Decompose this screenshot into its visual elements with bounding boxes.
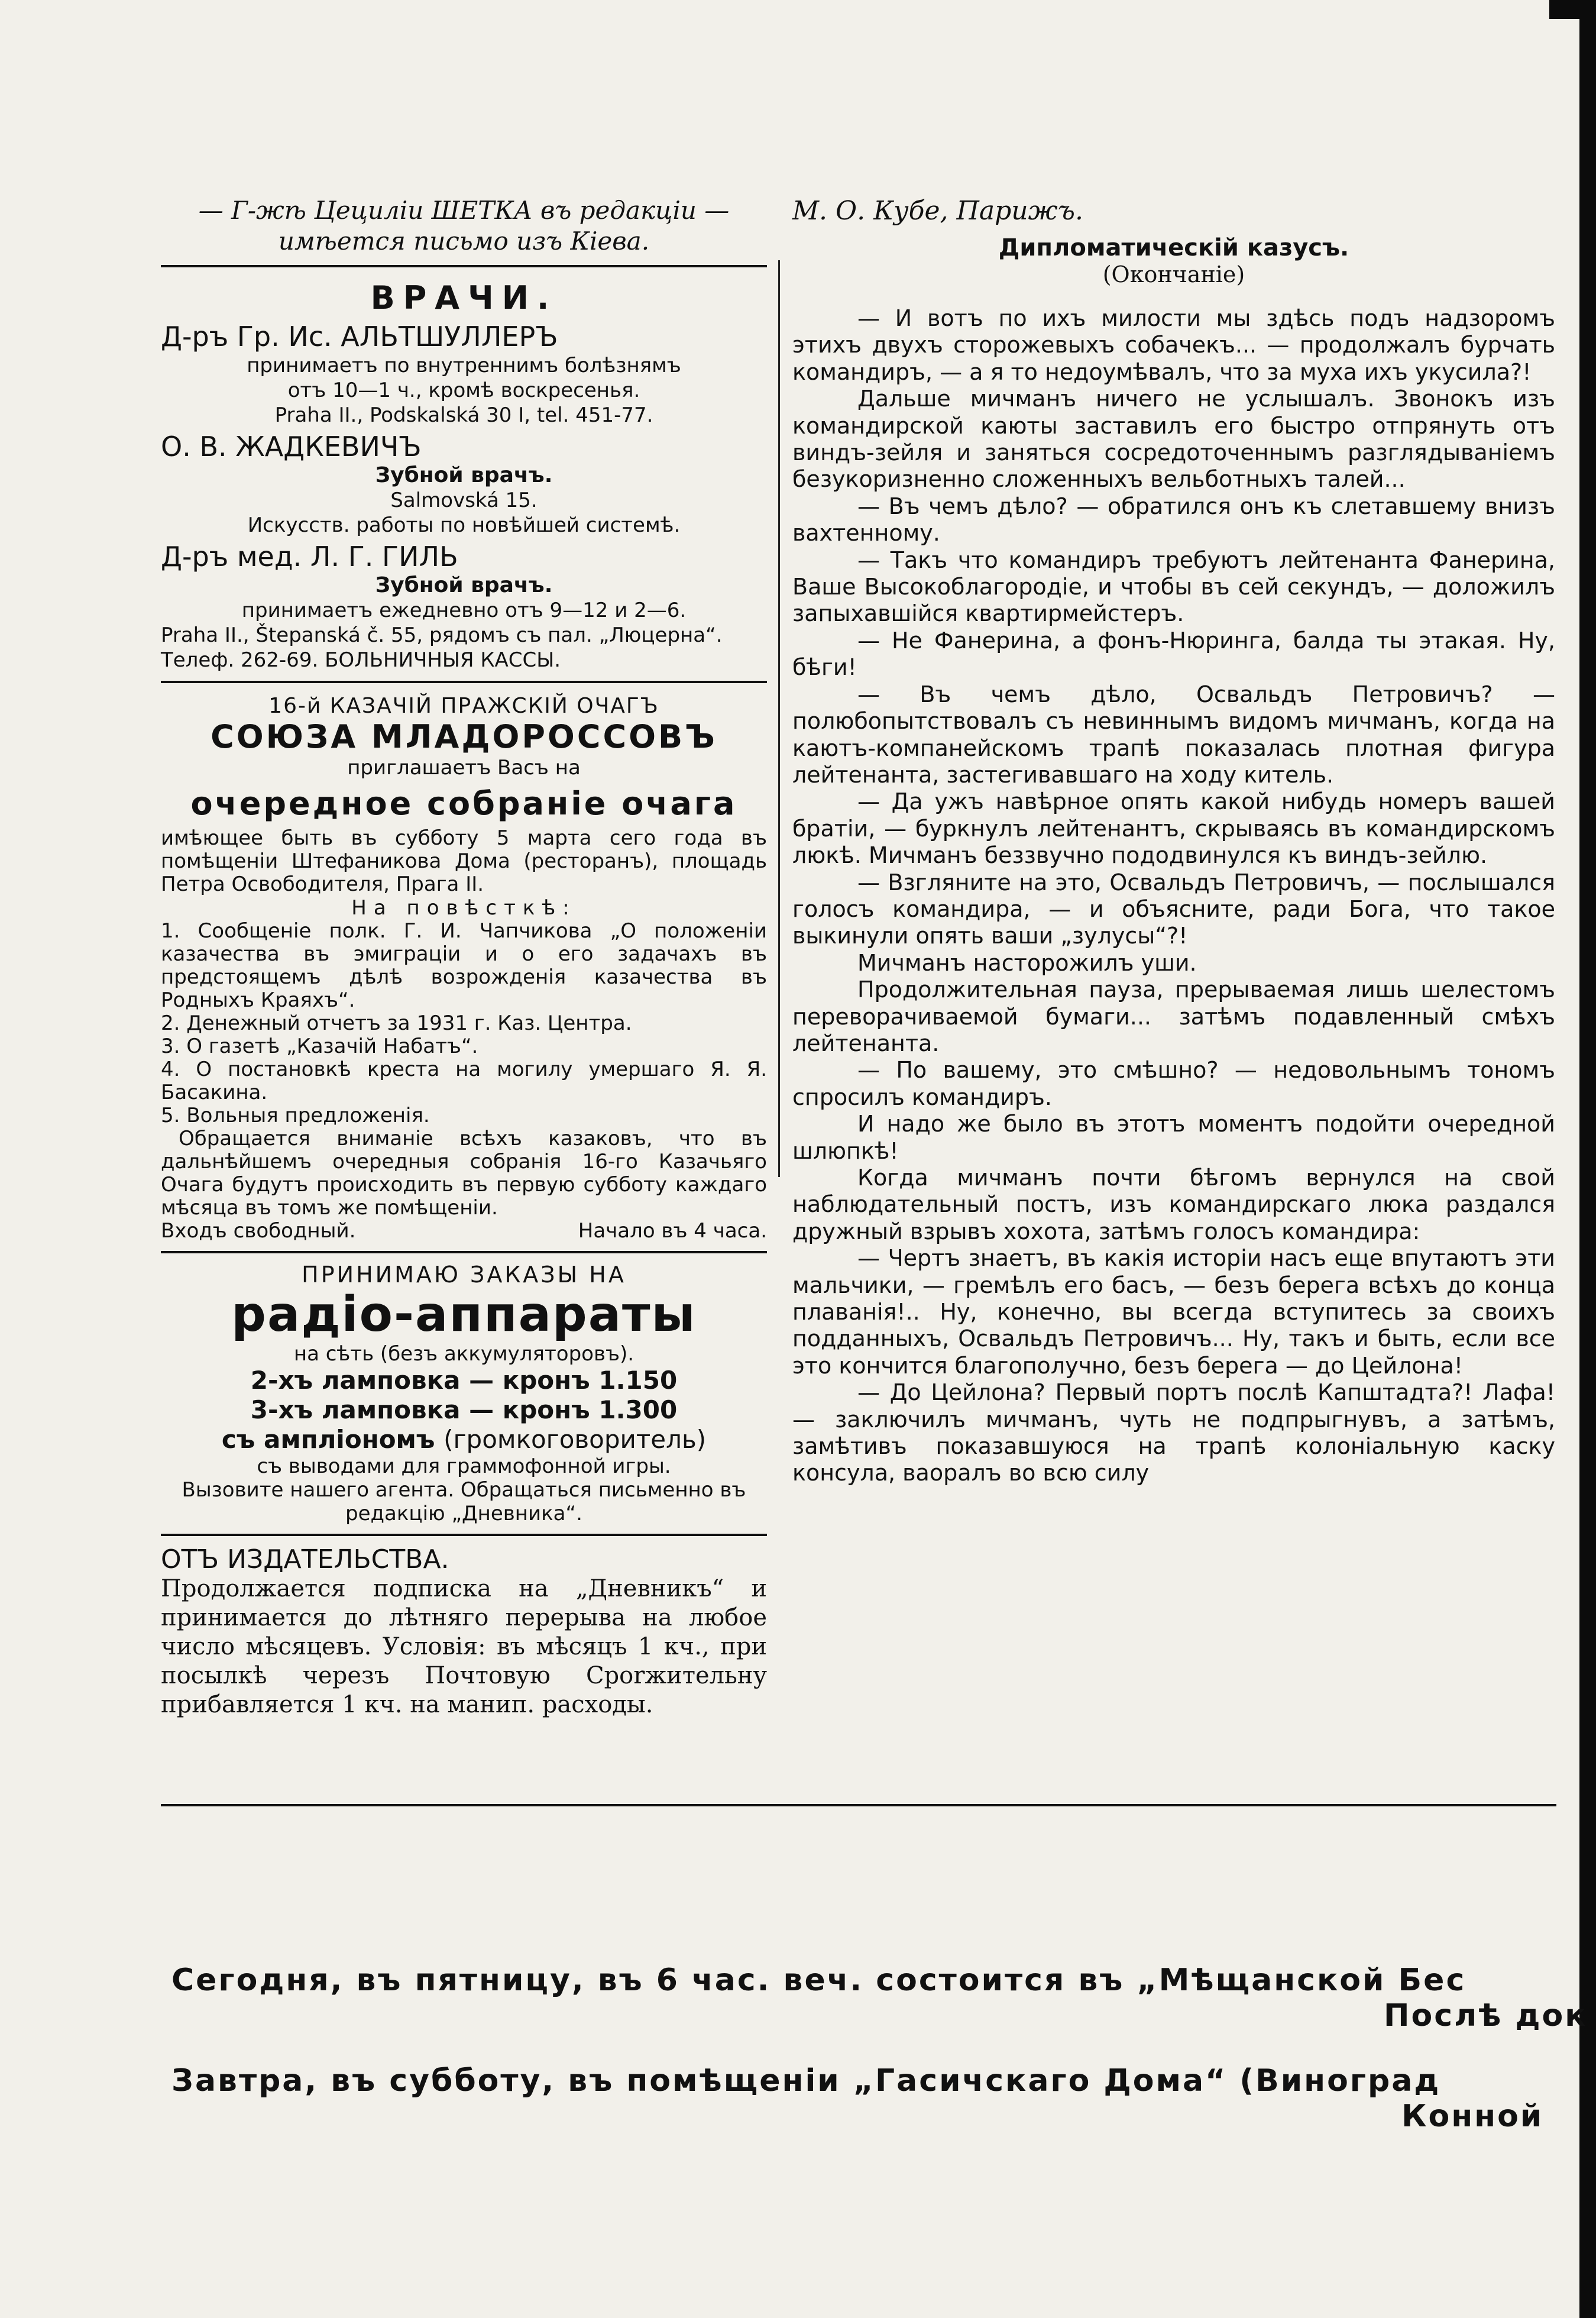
paragraph: Дальше мичманъ ничего не услышалъ. Звонокъ изъ командирской каюты заставилъ его быстро отпрянуть отъ виндъ-зейля и заняться сосредоточеннымъ разглядываніемъ безукоризненно сложенныхъ вельботныхъ талей...	[792, 386, 1555, 493]
doctor-ad: Д-ръ мед. Л. Г. ГИЛЬ Зубной врачъ. принимаетъ ежедневно отъ 9—12 и 2—6. Praha II., Štepanská č. 55, рядомъ съ пал. „Люцерна“. Телеф. 262-69. БОЛЬНИЧНЫЯ КАССЫ.	[161, 540, 767, 673]
paragraph: — По вашему, это смѣшно? — недовольнымъ тономъ спросилъ командиръ.	[792, 1057, 1555, 1110]
paragraph: — Не Фанерина, а фонъ-Нюринга, балда ты этакая. Ну, бѣги!	[792, 627, 1555, 681]
paragraph: Продолжительная пауза, прерываемая лишь шелестомъ переворачиваемой бумаги... затѣмъ подавленный смѣхъ лейтенанта.	[792, 977, 1555, 1056]
doctor-name: Д-ръ Гр. Ис. АЛЬТШУЛЛЕРЪ	[161, 321, 558, 353]
announcement-tomorrow: Завтра, въ субботу, въ помѣщеніи „Гасичскаго Дома“ (Виноград	[171, 2063, 1441, 2099]
paragraph: Когда мичманъ почти бѣгомъ вернулся на свой наблюдательный постъ, изъ командирскаго люка раздался дружный взрывъ хохота, затѣмъ голосъ командира:	[792, 1165, 1555, 1244]
radio-advert: ПРИНИМАЮ ЗАКАЗЫ НА радіо-аппараты на сѣть (безъ аккумуляторовъ). 2-хъ ламповка — кронъ 1.150 3-хъ ламповка — кронъ 1.300 съ амплiономъ (громкоговоритель) съ выводами для граммофонной игры. Вызовите нашего агента. Обращаться письменно въ редакцію „Дневника“.	[182, 1262, 746, 1525]
paragraph: — Въ чемъ дѣло, Освальдъ Петровичъ? — полюбопытствовалъ съ невиннымъ видомъ мичманъ, когда на каютъ-компанейскомъ трапѣ показалась плотная фигура лейтенанта, застегивавшаго на ходу китель.	[792, 681, 1555, 788]
agenda-item: 3. О газетѣ „Казачій Набатъ“.	[161, 1034, 478, 1058]
article-subtitle: (Окончаніе)	[1102, 261, 1245, 287]
doctor-ad: О. В. ЖАДКЕВИЧЪ Зубной врачъ. Salmovská 15. Искусств. работы по новѣйшей системѣ.	[161, 430, 767, 538]
column-divider	[778, 260, 780, 1177]
paragraph: — Взгляните на это, Освальдъ Петровичъ, — послышался голосъ командира, — и объясните, ради Бога, что такое выкинули опять ваши „зулусы“?!	[792, 869, 1555, 949]
article-author: М. О. Кубе, Парижъ.	[792, 196, 1083, 226]
announcement-tomorrow-cont: Конной	[1401, 2099, 1544, 2134]
article-title: Дипломатическій казусъ.	[998, 234, 1349, 261]
paragraph: — Чертъ знаетъ, въ какія исторiи насъ еще впутаютъ эти мальчики, — гремѣлъ его басъ, — безъ берега всѣхъ до конца плаванія!.. Ну, конечно, вы всегда вступитесь за своихъ подданныхъ, Освальдъ Петровичъ... Ну, такъ и быть, если все это кончится благополучно, безъ берега — до Цейлона!	[792, 1245, 1555, 1379]
publisher-notice: ОТЪ ИЗДАТЕЛЬСТВА. Продолжается подписка на „Дневникъ“ и принимается до лѣтняго перерыва на любое число мѣсяцевъ. Условія: въ мѣсяцъ 1 кч., при посылкѣ черезъ Почтовую Сporжительну прибавляется 1 кч. на манип. расходы.	[161, 1544, 767, 1718]
cossack-announcement: 16-й КАЗАЧІЙ ПРАЖСКІЙ ОЧАГЪ СОЮЗА МЛАДОРОССОВЪ приглашаетъ Васъ на очередное собраніе очага имѣющее быть въ субботу 5 марта сего года въ помѣщеніи Штефаникова Дома (ресторанъ), площадь Петра Освободителя, Прага II. На повѣсткѣ: 1. Сообщеніе полк. Г. И. Чапчикова „О положеніи казачества въ эмиграціи и о его задачахъ въ предстоящемъ дѣлѣ возрожденія казачества въ Родныхъ Краяхъ“. 2. Денежный отчетъ за 1931 г. Каз. Центра. 3. О газетѣ „Казачій Набатъ“. 4. О постановкѣ креста на могилу умершаго Я. Я. Басакина. 5. Вольныя предложенія. Обращается вниманіе всѣхъ казаковъ, что въ дальнѣйшемъ очередныя собранія 16-го Казачьяго Очага будутъ происходить въ первую субботу каждаго мѣсяца въ томъ же помѣщеніи. Входъ свободный. Начало въ 4 часа.	[161, 694, 767, 1243]
letter-notice: — Г-жѣ Цециліи ШЕТКА въ редакціи — имѣется письмо изъ Кіева.	[198, 196, 730, 256]
doctor-ad: Д-ръ Гр. Ис. АЛЬТШУЛЛЕРЪ принимаетъ по внутреннимъ болѣзнямъ отъ 10—1 ч., кромѣ воскресенья. Praha II., Podskalská 30 I, tel. 451-77.	[161, 320, 767, 428]
announcement-today: Сегодня, въ пятницу, въ 6 час. веч. состоится въ „Мѣщанской Бес	[171, 1963, 1466, 1998]
paragraph: — Такъ что командиръ требуютъ лейтенанта Фанерина, Ваше Высокоблагородіе, и чтобы въ сей секундъ, — доложилъ запыхавшійся квартирмейстеръ.	[792, 547, 1555, 627]
agenda-item: 2. Денежный отчетъ за 1931 г. Каз. Центра.	[161, 1011, 632, 1035]
doctors-heading: ВРАЧИ.	[370, 279, 558, 316]
divider	[161, 265, 767, 267]
divider	[161, 1804, 1556, 1806]
right-column	[792, 195, 1555, 1487]
doctor-name: О. В. ЖАДКЕВИЧЪ	[161, 431, 422, 463]
doctor-name: Д-ръ мед. Л. Г. ГИЛЬ	[161, 541, 458, 573]
agenda-item: 4. О постановкѣ креста на могилу умершаго Я. Я. Басакина.	[161, 1058, 767, 1104]
article-body	[792, 305, 1555, 1487]
agenda-item: 1. Сообщеніе полк. Г. И. Чапчикова „О положеніи казачества въ эмиграціи и о его задачахъ въ предстоящемъ дѣлѣ возрожденія казачества въ Родныхъ Краяхъ“.	[161, 919, 767, 1012]
announcement-today-cont: Послѣ док	[1384, 1998, 1588, 2033]
paragraph: Мичманъ насторожилъ уши.	[857, 949, 1197, 976]
divider	[161, 681, 767, 683]
agenda-item: 5. Вольныя предложенія.	[161, 1104, 430, 1127]
paragraph: — И вотъ по ихъ милости мы здѣсь подъ надзоромъ этихъ двухъ сторожевыхъ собачекъ... — продолжалъ бурчать командиръ, — а я то недоумѣвалъ, что за муха ихъ укусила?!	[792, 305, 1555, 385]
left-column	[161, 195, 767, 1719]
paragraph: И надо же было въ этотъ моментъ подойти очередной шлюпкѣ!	[792, 1111, 1555, 1164]
divider	[161, 1251, 767, 1253]
paragraph: — Въ чемъ дѣло? — обратился онъ къ слетавшему внизъ вахтенному.	[792, 493, 1555, 547]
paragraph: — Да ужъ навѣрное опять какой нибудь номеръ вашей братіи, — буркнулъ лейтенантъ, скрываясь въ командирскомъ люкѣ. Мичманъ беззвучно пододвинулся къ виндъ-зейлю.	[792, 788, 1555, 869]
scan-edge-right	[1579, 0, 1596, 2318]
divider	[161, 1534, 767, 1536]
paragraph: — До Цейлона? Первый портъ послѣ Капштадта?! Лафа! — заключилъ мичманъ, чуть не подпрыгнувъ, а затѣмъ, замѣтивъ показавшуюся на трапѣ колоніальную каску консула, ваоралъ во всю силу	[792, 1379, 1555, 1486]
